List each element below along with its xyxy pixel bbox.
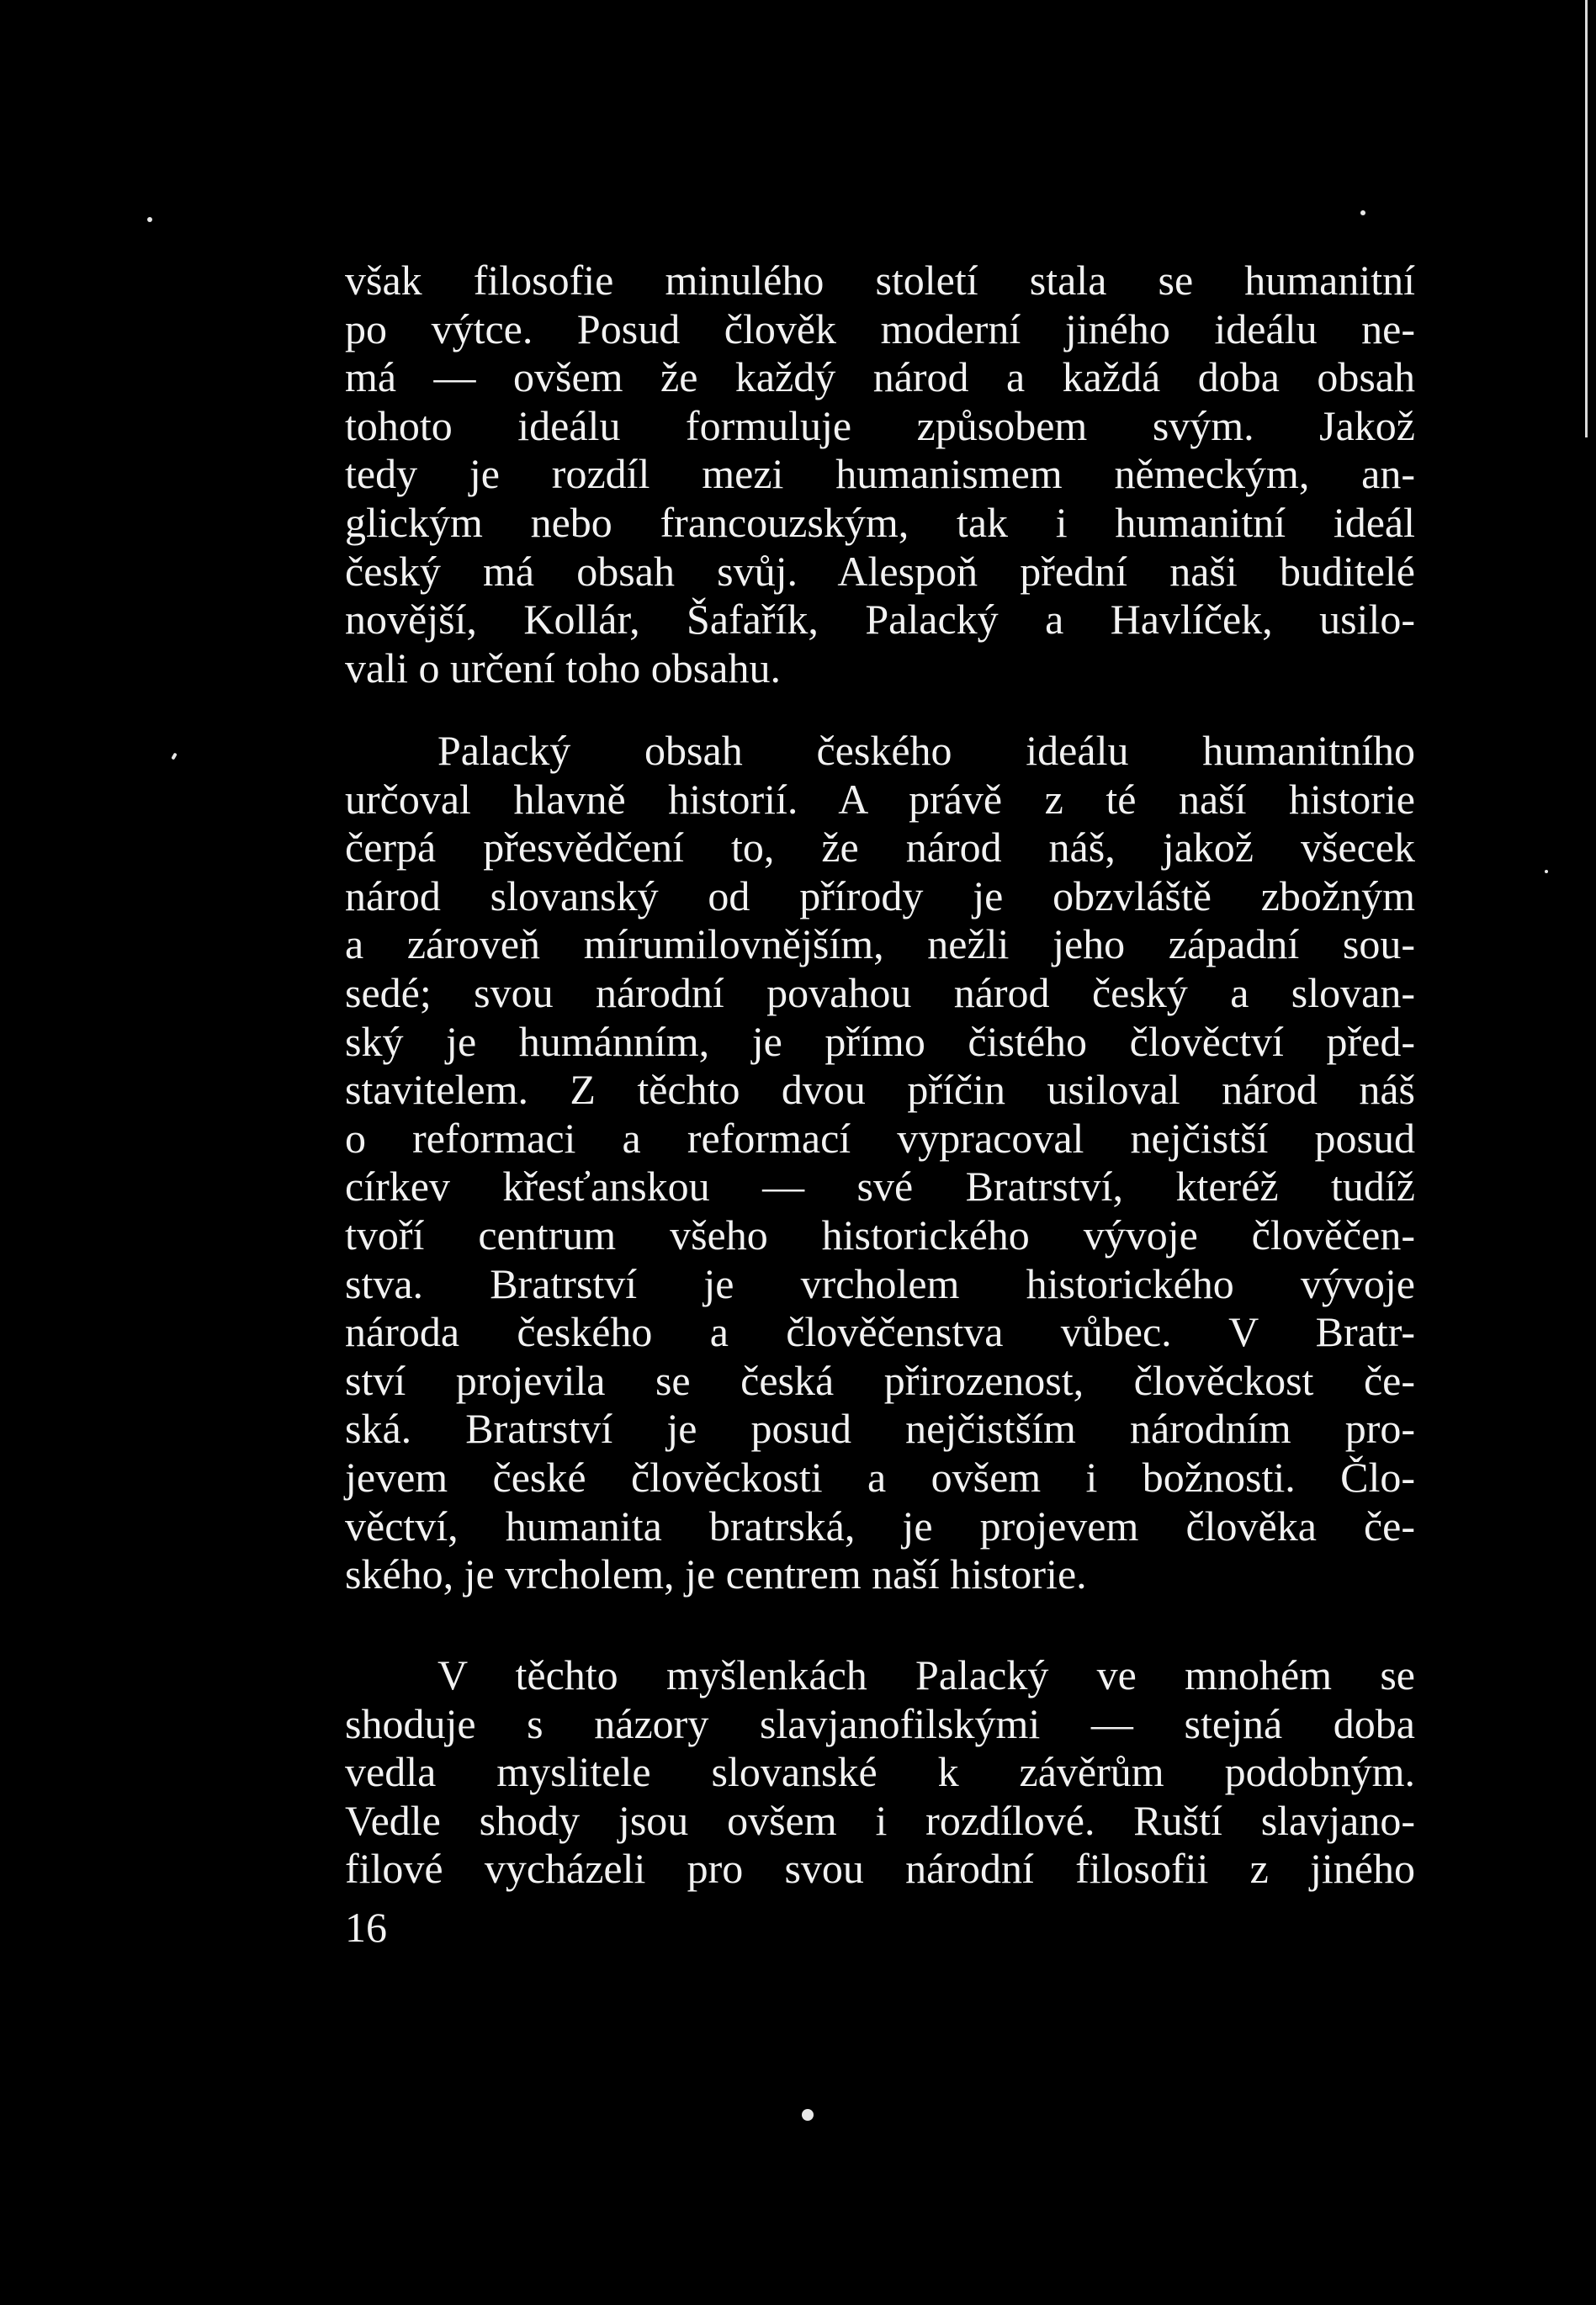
- text-line: novější, Kollár, Šafařík, Palacký a Havlíček, usilo-: [345, 596, 1415, 644]
- text-line: a zároveň mírumilovnějším, nežli jeho západní sou-: [345, 920, 1415, 968]
- text-line: tedy je rozdíl mezi humanismem německým, an-: [345, 450, 1415, 498]
- text-line: vali o určení toho obsahu.: [345, 644, 781, 692]
- text-line: ského, je vrcholem, je centrem naší historie.: [345, 1550, 1087, 1598]
- scan-speck: [1360, 210, 1365, 215]
- text-line: sedé; svou národní povahou národ český a slovan-: [345, 968, 1415, 1016]
- scan-speck: [171, 753, 177, 760]
- page-number: 16: [345, 1904, 387, 1951]
- text-line: V těchto myšlenkách Palacký ve mnohém se: [437, 1651, 1415, 1698]
- text-line: o reformaci a reformací vypracoval nejčistší posud: [345, 1114, 1415, 1162]
- text-line: věctví, humanita bratrská, je projevem člověka če-: [345, 1502, 1415, 1550]
- text-line: národa českého a člověčenstva vůbec. V Bratr-: [345, 1308, 1415, 1356]
- text-line: stavitelem. Z těchto dvou příčin usiloval národ náš: [345, 1066, 1415, 1114]
- text-line: ská. Bratrství je posud nejčistším národním pro-: [345, 1405, 1415, 1453]
- text-line: tohoto ideálu formuluje způsobem svým. Jakož: [345, 401, 1415, 449]
- text-line: stva. Bratrství je vrcholem historického vývoje: [345, 1259, 1415, 1307]
- text-line: církev křesťanskou — své Bratrství, kteréž tudíž: [345, 1163, 1415, 1211]
- text-line: tvoří centrum všeho historického vývoje člověčen-: [345, 1211, 1415, 1258]
- scan-speck: [1545, 870, 1548, 873]
- text-line: shoduje s názory slavjanofilskými — stejná doba: [345, 1699, 1415, 1747]
- text-line: určoval hlavně historií. A právě z té naší historie: [345, 775, 1415, 823]
- text-line: čerpá přesvědčení to, že národ náš, jakož všecek: [345, 824, 1415, 872]
- text-line: ský je humánním, je přímo čistého člověctví před-: [345, 1017, 1415, 1065]
- scan-speck: [147, 217, 152, 222]
- text-line: glickým nebo francouzským, tak i humanitní ideál: [345, 498, 1415, 546]
- text-line: má — ovšem že každý národ a každá doba obsah: [345, 353, 1415, 401]
- page-edge-line: [1585, 0, 1588, 437]
- paragraph-3: [345, 1651, 1415, 1894]
- text-line: však filosofie minulého století stala se humanitní: [345, 257, 1415, 304]
- scan-speck: [802, 2109, 814, 2121]
- paragraph-1: [345, 257, 1415, 692]
- paragraph-2: [345, 727, 1415, 1599]
- text-line: ství projevila se česká přirozenost, člověckost če-: [345, 1356, 1415, 1404]
- text-line: vedla myslitele slovanské k závěrům podobným.: [345, 1748, 1415, 1796]
- text-line: Vedle shody jsou ovšem i rozdílové. Ruští slavjano-: [345, 1796, 1415, 1844]
- text-line: Palacký obsah českého ideálu humanitního: [437, 727, 1415, 774]
- text-line: po výtce. Posud člověk moderní jiného ideálu ne-: [345, 305, 1415, 352]
- text-line: jevem české člověckosti a ovšem i božnosti. Člo-: [345, 1453, 1415, 1501]
- text-line: český má obsah svůj. Alespoň přední naši buditelé: [345, 547, 1415, 595]
- text-line: národ slovanský od přírody je obzvláště zbožným: [345, 872, 1415, 919]
- text-line: filové vycházeli pro svou národní filosofii z jiného: [345, 1845, 1415, 1893]
